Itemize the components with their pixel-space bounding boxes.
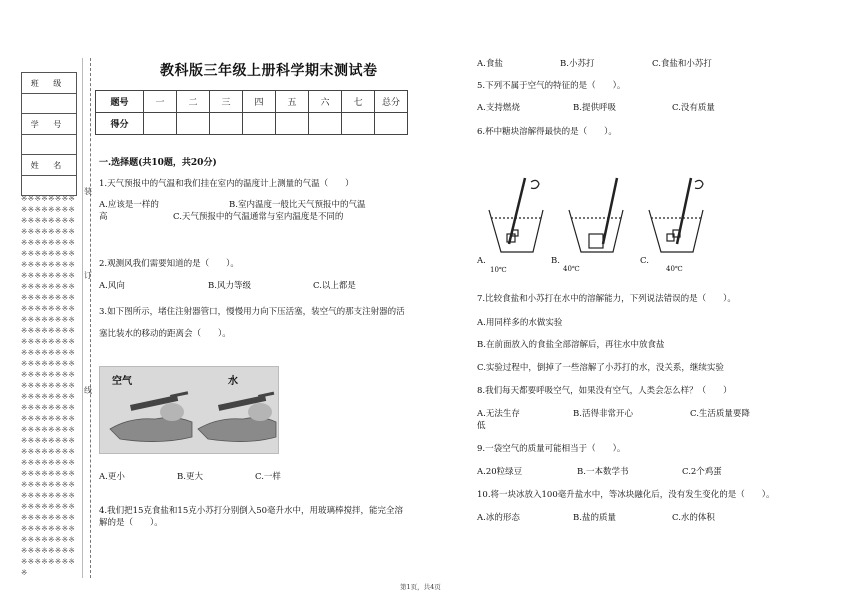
syringe-hands-illustration [100, 367, 278, 453]
q10-option-a: A.冰的形态 [477, 513, 520, 523]
q8-option-c: C.生活质量要降 [690, 409, 750, 419]
q7-stem: 7.比较食盐和小苏打在水中的溶解能力，下列说法错误的是（ ）。 [477, 294, 736, 304]
student-number-field[interactable] [22, 135, 77, 155]
q2-option-b: B.风力等级 [208, 281, 251, 291]
q6-stem: 6.杯中糖块溶解得最快的是（ ）。 [477, 127, 617, 137]
q5-option-c: C.没有质量 [672, 103, 715, 113]
score-header-cell: 六 [309, 91, 342, 113]
q3-stem-line2: 塞比装水的移动的距离会（ ）。 [99, 329, 231, 339]
student-info-table [21, 72, 77, 196]
q10-stem: 10.将一块冰放入100毫升盐水中，等冰块融化后，没有发生变化的是（ ）。 [477, 490, 775, 500]
q9-option-b: B.一本数学书 [577, 467, 629, 477]
q7-option-b: B.在前面放入的食盐全部溶解后，再往水中放食盐 [477, 340, 665, 350]
q3-option-b: B.更大 [177, 472, 203, 482]
score-input-cell[interactable] [276, 113, 309, 135]
seal-char-3: 线 [84, 386, 92, 395]
q6-option-c: C. [640, 256, 649, 266]
q1-stem: 1.天气预报中的气温和我们挂在室内的温度计上测量的气温（ ） [99, 179, 354, 189]
score-header-cell: 一 [144, 91, 177, 113]
score-input-cell[interactable] [309, 113, 342, 135]
q6-temp-b: 40℃ [563, 265, 580, 273]
q4-stem-line2: 解的是（ ）。 [99, 518, 163, 528]
q5-option-a: A.支持燃烧 [477, 103, 520, 113]
score-row-label: 得分 [96, 113, 144, 135]
q9-option-a: A.20粒绿豆 [477, 467, 523, 477]
q5-option-b: B.提供呼吸 [573, 103, 616, 113]
binding-hatch-pattern: ※※※※※※※※※※※※※※※※※※※※※※※※※※※※※※※※※※※※※※※※※※※※※※※※※※※※※※※※※※※※※※※※※※※※※※※※※※※※※※※※※※※※※※※※※※※※※※※※※※※※※※※※※※※※※※※※※※※※※※※※※※※※※※※※※※※※※※※※※※※※※※※※※※※※※※※※※※※※※※※※※※※※※※※※※※※※※※※※※※※※※※※※※※※※※※※※※※※※※※※※※※※※※※※※※※※※※※※※※※※※※※※※※※※※※※※※※※※※※※※※※※※※※※※※※※※※※※※※※※※※※※※※※※※※※※※※※ [21, 194, 76, 577]
q7-option-a: A.用同样多的水做实验 [477, 318, 563, 328]
page-footer: 第1页，共4页 [400, 583, 441, 591]
q6-temp-a: 10℃ [490, 266, 507, 274]
score-header-cell: 七 [342, 91, 375, 113]
section-heading: 一.选择题(共10题，共20分) [99, 158, 217, 168]
q4-option-b: B.小苏打 [560, 59, 595, 69]
q1-option-b-cont: 高 [99, 212, 108, 222]
q9-stem: 9.一袋空气的质量可能相当于（ ）。 [477, 444, 626, 454]
q2-option-a: A.风向 [99, 281, 125, 291]
q8-option-b: B.活得非常开心 [573, 409, 633, 419]
score-input-cell[interactable] [177, 113, 210, 135]
score-input-cell[interactable] [144, 113, 177, 135]
binding-line [82, 58, 83, 578]
seal-char-1: 装 [84, 187, 92, 196]
q8-option-a: A.无法生存 [477, 409, 520, 419]
q10-option-b: B.盐的质量 [573, 513, 616, 523]
class-label: 班 级 [22, 73, 77, 94]
dissolving-cups-illustration [485, 172, 705, 262]
q6-temp-c: 40℃ [666, 265, 683, 273]
score-header-cell: 四 [243, 91, 276, 113]
q8-stem: 8.我们每天都要呼吸空气，如果没有空气，人类会怎么样？（ ） [477, 386, 732, 396]
score-header-cell: 五 [276, 91, 309, 113]
q7-option-c: C.实验过程中，倒掉了一些溶解了小苏打的水，没关系，继续实验 [477, 363, 724, 373]
q4-option-c: C.食盐和小苏打 [652, 59, 712, 69]
syringe-photo [99, 366, 279, 454]
q6-option-b: B. [551, 256, 560, 266]
q3-stem-line1: 3.如下图所示，堵住注射器管口，慢慢用力向下压活塞，装空气的那支注射器的活 [99, 307, 405, 317]
seal-char-2: 订 [84, 271, 92, 280]
score-input-cell[interactable] [342, 113, 375, 135]
q1-option-a: A.应该是一样的 [99, 200, 159, 210]
q4-option-a: A.食盐 [477, 59, 503, 69]
score-header-cell: 总分 [375, 91, 408, 113]
score-input-cell[interactable] [375, 113, 408, 135]
score-header-cell: 三 [210, 91, 243, 113]
q6-option-a: A. [477, 256, 486, 266]
q1-option-b: B.室内温度一般比天气预报中的气温 [229, 200, 366, 210]
q10-option-c: C.水的体积 [672, 513, 715, 523]
q2-option-c: C.以上都是 [313, 281, 356, 291]
q2-stem: 2.观测风我们需要知道的是（ ）。 [99, 259, 239, 269]
q1-option-c: C.天气预报中的气温通常与室内温度是不同的 [173, 212, 344, 222]
score-header-cell: 题号 [96, 91, 144, 113]
q5-stem: 5.下列不属于空气的特征的是（ ）。 [477, 81, 626, 91]
class-field[interactable] [22, 94, 77, 114]
score-header-cell: 二 [177, 91, 210, 113]
score-input-cell[interactable] [243, 113, 276, 135]
q8-option-c-cont: 低 [477, 421, 486, 431]
name-label: 姓 名 [22, 155, 77, 176]
score-input-cell[interactable] [210, 113, 243, 135]
binding-dashed-line [90, 58, 91, 578]
q3-option-c: C.一样 [255, 472, 281, 482]
q9-option-c: C.2个鸡蛋 [682, 467, 722, 477]
photo-label-water: 水 [228, 376, 238, 387]
exam-title: 教科版三年级上册科学期末测试卷 [160, 63, 378, 79]
photo-label-air: 空气 [112, 376, 132, 387]
student-number-label: 学 号 [22, 114, 77, 135]
score-table [95, 90, 408, 135]
q4-stem-line1: 4.我们把15克食盐和15克小苏打分别倒入50毫升水中，用玻璃棒搅拌，能完全溶 [99, 506, 404, 516]
q3-option-a: A.更小 [99, 472, 125, 482]
